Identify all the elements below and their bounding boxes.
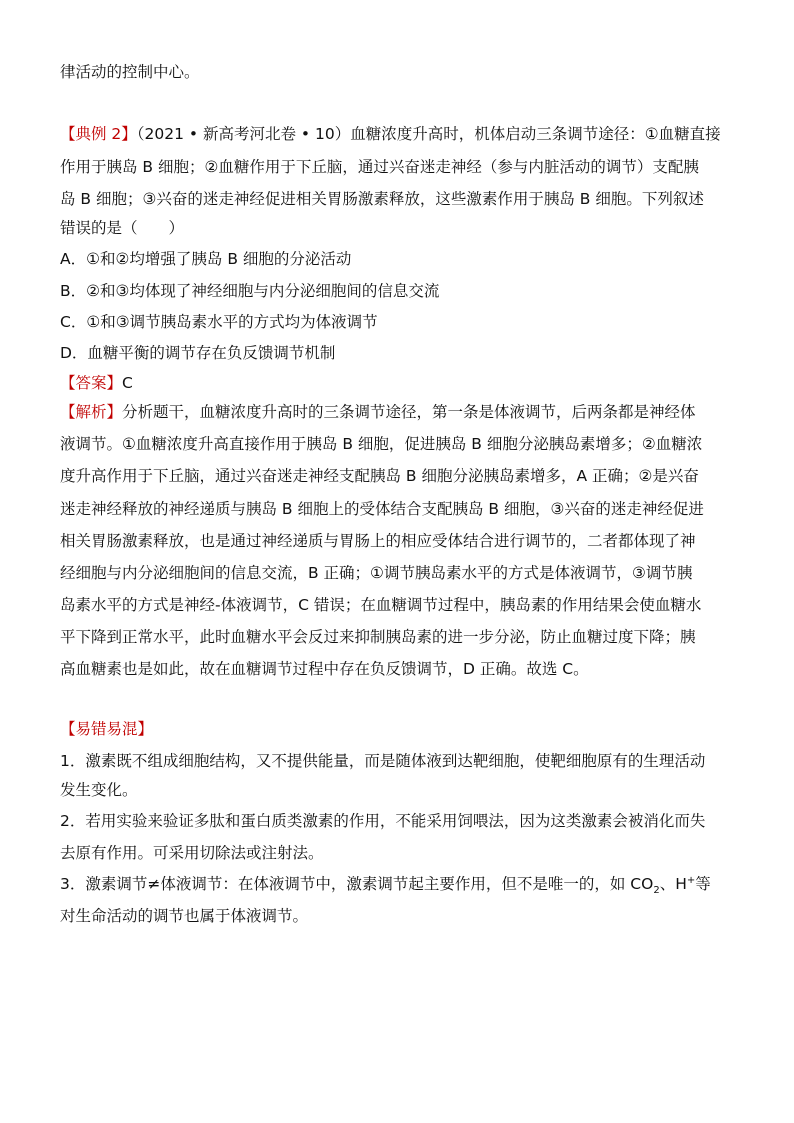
analysis-text: 经细胞与内分泌细胞间的信息交流，B 正确；①调节胰岛素水平的方式是体液调节，③调节胰 [60, 564, 693, 582]
example-stem-line-4 [60, 218, 740, 238]
pitfall-text: 去原有作用。可采用切除法或注射法。 [60, 844, 324, 862]
answer-value: C [122, 374, 133, 392]
continuation-text: 律活动的控制中心。 [60, 63, 200, 81]
pitfall-text: 对生命活动的调节也属于体液调节。 [60, 907, 309, 925]
option-text: C．①和③调节胰岛素水平的方式均为体液调节 [60, 313, 378, 331]
pitfall-line [60, 751, 740, 771]
option-b [60, 281, 740, 301]
analysis-line [60, 563, 740, 583]
example-stem-text: 血糖浓度升高时，机体启动三条调节途径：①血糖直接 [350, 125, 721, 143]
option-text: A．①和②均增强了胰岛 B 细胞的分泌活动 [60, 250, 352, 268]
analysis-line [60, 434, 740, 454]
answer-tag: 【答案】 [60, 374, 123, 392]
stem-text: 错误的是（ ） [60, 219, 185, 237]
example-stem-line-3 [60, 189, 740, 209]
analysis-text: 迷走神经释放的神经递质与胰岛 B 细胞上的受体结合支配胰岛 B 细胞，③兴奋的迷走神经促进 [60, 500, 704, 518]
continuation-line [60, 62, 740, 82]
analysis-line [60, 627, 740, 647]
example-tag: 【典例 2】 [60, 125, 137, 143]
pitfall-text: 发生变化。 [60, 781, 138, 799]
pitfall-text: 1．激素既不组成细胞结构，又不提供能量，而是随体液到达靶细胞，使靶细胞原有的生理活动 [60, 752, 706, 770]
analysis-line [60, 466, 740, 486]
analysis-text: 岛素水平的方式是神经-体液调节，C 错误；在血糖调节过程中，胰岛素的作用结果会使血糖水 [60, 596, 702, 614]
analysis-text: 相关胃肠激素释放，也是通过神经递质与胃肠上的相应受体结合进行调节的，二者都体现了神 [60, 532, 696, 550]
answer-line [60, 373, 740, 393]
pitfall-text: 3．激素调节≠体液调节：在体液调节中，激素调节起主要作用，但不是唯一的，如 CO [60, 875, 654, 893]
superscript: + [686, 874, 696, 886]
analysis-line [60, 499, 740, 519]
example-source: （2021 • 新高考河北卷 • 10） [136, 125, 351, 143]
stem-text: 岛 B 细胞；③兴奋的迷走神经促进相关胃肠激素释放，这些激素作用于胰岛 B 细胞。下列叙述 [60, 190, 704, 208]
analysis-tag: 【解析】 [60, 403, 123, 421]
analysis-line [60, 595, 740, 615]
analysis-text: 高血糖素也是如此，故在血糖调节过程中存在负反馈调节，D 正确。故选 C。 [60, 660, 589, 678]
option-a [60, 249, 740, 269]
analysis-line [60, 659, 740, 679]
pitfalls-tag: 【易错易混】 [60, 720, 154, 738]
pitfall-line [60, 906, 740, 926]
analysis-text: 液调节。①血糖浓度升高直接作用于胰岛 B 细胞，促进胰岛 B 细胞分泌胰岛素增多；②血糖浓 [60, 435, 703, 453]
pitfall-line [60, 811, 740, 831]
analysis-text: 度升高作用于下丘脑，通过兴奋迷走神经支配胰岛 B 细胞分泌胰岛素增多，A 正确；②是兴奋 [60, 467, 699, 485]
analysis-text: 平下降到正常水平，此时血糖水平会反过来抑制胰岛素的进一步分泌，防止血糖过度下降；胰 [60, 628, 696, 646]
pitfall-line [60, 874, 740, 897]
analysis-text: 分析题干，血糖浓度升高时的三条调节途径，第一条是体液调节，后两条都是神经体 [122, 403, 696, 421]
option-c [60, 312, 740, 332]
pitfall-text: 等 [695, 875, 711, 893]
pitfall-line [60, 780, 740, 800]
option-d [60, 343, 740, 363]
pitfall-text: 、H [659, 875, 687, 893]
option-text: B．②和③均体现了神经细胞与内分泌细胞间的信息交流 [60, 282, 440, 300]
pitfall-line [60, 843, 740, 863]
analysis-line [60, 531, 740, 551]
pitfalls-heading [60, 719, 740, 739]
pitfall-text: 2．若用实验来验证多肽和蛋白质类激素的作用，不能采用饲喂法，因为这类激素会被消化而失 [60, 812, 706, 830]
analysis-line-1 [60, 402, 740, 422]
example-stem-line-1 [60, 124, 740, 144]
option-text: D．血糖平衡的调节存在负反馈调节机制 [60, 344, 336, 362]
stem-text: 作用于胰岛 B 细胞；②血糖作用于下丘脑，通过兴奋迷走神经（参与内脏活动的调节）支配胰 [60, 158, 699, 176]
example-stem-line-2 [60, 157, 740, 177]
subscript: 2 [653, 885, 660, 897]
